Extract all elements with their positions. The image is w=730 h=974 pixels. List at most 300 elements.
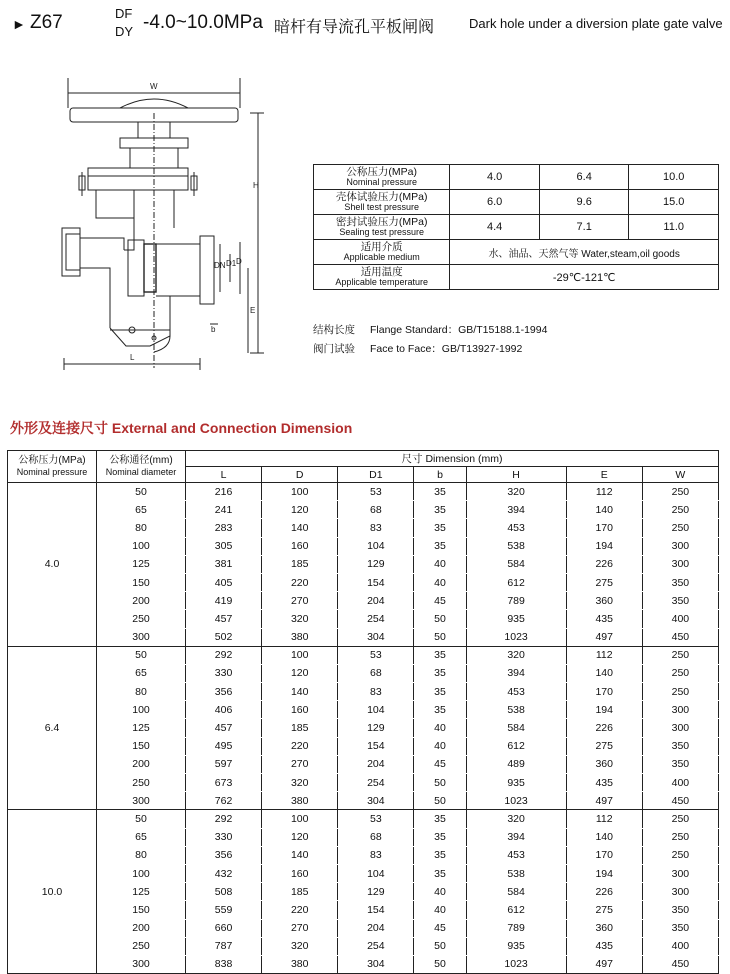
diameter-cell: 65	[97, 501, 186, 519]
dimension-cell: 381	[186, 555, 262, 573]
dimension-cell: 254	[338, 937, 414, 955]
table-row	[8, 555, 719, 573]
dimension-cell: 35	[414, 828, 466, 846]
diameter-cell: 65	[97, 664, 186, 682]
dimension-cell: 320	[262, 937, 338, 955]
header-en: Nominal diameter	[105, 467, 177, 477]
dimension-cell: 140	[566, 501, 642, 519]
diameter-cell: 250	[97, 610, 186, 628]
dimension-cell: 204	[338, 592, 414, 610]
spec-value: -29℃-121℃	[450, 265, 719, 290]
dim-label-d1: D1	[226, 259, 237, 268]
dim-label-e: E	[250, 306, 256, 315]
dimension-cell: 35	[414, 537, 466, 555]
table-row	[8, 664, 719, 682]
spec-value: 4.0	[450, 165, 540, 190]
dimension-cell: 160	[262, 864, 338, 882]
dimension-cell: 140	[262, 846, 338, 864]
dimension-cell: 350	[642, 573, 718, 591]
diameter-cell: 300	[97, 792, 186, 810]
spec-value: 水、油品、天然气等 Water,steam,oil goods	[450, 240, 719, 265]
dimension-cell: 40	[414, 901, 466, 919]
dimension-cell: 204	[338, 919, 414, 937]
dimension-cell: 241	[186, 501, 262, 519]
spec-label-en: Sealing test pressure	[339, 227, 424, 237]
dimension-cell: 112	[566, 646, 642, 664]
dimension-table	[7, 450, 719, 974]
table-row	[8, 901, 719, 919]
dimension-cell: 380	[262, 955, 338, 973]
table-row	[8, 846, 719, 864]
diameter-cell: 150	[97, 901, 186, 919]
dimension-cell: 120	[262, 828, 338, 846]
dimension-cell: 304	[338, 955, 414, 973]
dimension-cell: 220	[262, 573, 338, 591]
dimension-cell: 104	[338, 701, 414, 719]
pressure-cell: 10.0	[8, 810, 97, 974]
dimension-cell: 457	[186, 610, 262, 628]
dimension-cell: 453	[466, 683, 566, 701]
col-header-h: H	[466, 467, 566, 483]
table-row	[8, 592, 719, 610]
dimension-cell: 112	[566, 483, 642, 501]
diameter-cell: 300	[97, 628, 186, 646]
spec-label	[314, 240, 450, 265]
dimension-cell: 120	[262, 501, 338, 519]
dimension-cell: 226	[566, 883, 642, 901]
col-header-e: E	[566, 467, 642, 483]
diameter-cell: 80	[97, 519, 186, 537]
triangle-bullet-icon: ►	[12, 16, 26, 32]
spec-value: 7.1	[539, 215, 629, 240]
dimension-cell: 160	[262, 537, 338, 555]
dimension-cell: 250	[642, 828, 718, 846]
dim-label-d: D	[236, 257, 242, 266]
dimension-cell: 305	[186, 537, 262, 555]
dimension-cell: 559	[186, 901, 262, 919]
diameter-cell: 65	[97, 828, 186, 846]
dimension-cell: 270	[262, 755, 338, 773]
dimension-cell: 204	[338, 755, 414, 773]
dimension-cell: 489	[466, 755, 566, 773]
dimension-cell: 300	[642, 719, 718, 737]
spec-row	[314, 240, 719, 265]
dimension-cell: 935	[466, 610, 566, 628]
spec-table	[313, 164, 719, 290]
dimension-cell: 170	[566, 683, 642, 701]
dimension-cell: 495	[186, 737, 262, 755]
dimension-cell: 320	[262, 774, 338, 792]
diameter-cell: 125	[97, 719, 186, 737]
col-header-b: b	[414, 467, 466, 483]
dimension-cell: 320	[466, 483, 566, 501]
header-en: Nominal pressure	[16, 467, 88, 477]
dimension-cell: 435	[566, 937, 642, 955]
dimension-cell: 406	[186, 701, 262, 719]
spec-label	[314, 265, 450, 290]
spec-label	[314, 190, 450, 215]
model-code: Z67	[30, 12, 63, 33]
col-header-diameter	[97, 451, 186, 483]
diameter-cell: 300	[97, 955, 186, 973]
dimension-cell: 275	[566, 737, 642, 755]
standard-label: 结构长度	[313, 324, 355, 336]
dimension-cell: 40	[414, 719, 466, 737]
standards	[313, 321, 547, 359]
col-header-dimension: 尺寸 Dimension (mm)	[186, 451, 719, 467]
dimension-cell: 394	[466, 828, 566, 846]
dimension-cell: 330	[186, 664, 262, 682]
dimension-cell: 435	[566, 774, 642, 792]
table-row	[8, 519, 719, 537]
dimension-cell: 254	[338, 610, 414, 628]
diameter-cell: 200	[97, 919, 186, 937]
dimension-cell: 185	[262, 719, 338, 737]
spec-value: 6.0	[450, 190, 540, 215]
pressure-cell: 4.0	[8, 483, 97, 647]
spec-label-cn: 公称压力(MPa)	[346, 166, 417, 178]
page-title	[12, 6, 730, 42]
dimension-cell: 250	[642, 501, 718, 519]
dimension-cell: 432	[186, 864, 262, 882]
dimension-cell: 405	[186, 573, 262, 591]
dimension-cell: 453	[466, 846, 566, 864]
dimension-cell: 538	[466, 701, 566, 719]
spec-row	[314, 215, 719, 240]
standard-label: 阀门试验	[313, 343, 355, 355]
dimension-cell: 35	[414, 864, 466, 882]
table-row	[8, 646, 719, 664]
diameter-cell: 50	[97, 810, 186, 828]
spec-value: 15.0	[629, 190, 719, 215]
dimension-cell: 40	[414, 555, 466, 573]
dimension-cell: 612	[466, 573, 566, 591]
dimension-cell: 394	[466, 501, 566, 519]
dimension-cell: 762	[186, 792, 262, 810]
title-english: Dark hole under a diversion plate gate valve	[469, 16, 723, 31]
model-subscript: DY	[115, 24, 134, 39]
table-row	[8, 628, 719, 646]
dimension-cell: 453	[466, 519, 566, 537]
spec-label-en: Applicable temperature	[335, 277, 428, 287]
spec-label-cn: 壳体试验压力(MPa)	[335, 191, 428, 203]
dimension-cell: 300	[642, 701, 718, 719]
dimension-cell: 160	[262, 701, 338, 719]
dimension-cell: 185	[262, 883, 338, 901]
dimension-cell: 304	[338, 628, 414, 646]
spec-label-en: Shell test pressure	[344, 202, 419, 212]
dimension-cell: 68	[338, 828, 414, 846]
dimension-cell: 45	[414, 592, 466, 610]
table-row	[8, 483, 719, 501]
dimension-cell: 35	[414, 646, 466, 664]
dimension-cell: 320	[466, 810, 566, 828]
title-chinese: 暗杆有导流孔平板闸阀	[274, 19, 435, 36]
dimension-cell: 660	[186, 919, 262, 937]
spec-label-cn: 适用介质	[360, 241, 403, 253]
dimension-cell: 497	[566, 955, 642, 973]
spec-label	[314, 215, 450, 240]
standard-row	[313, 340, 547, 359]
diameter-cell: 50	[97, 483, 186, 501]
dimension-cell: 170	[566, 846, 642, 864]
dimension-cell: 83	[338, 683, 414, 701]
table-row	[8, 864, 719, 882]
table-row	[8, 501, 719, 519]
dimension-cell: 350	[642, 737, 718, 755]
dimension-cell: 584	[466, 883, 566, 901]
table-row	[8, 883, 719, 901]
dimension-cell: 935	[466, 937, 566, 955]
diameter-cell: 100	[97, 701, 186, 719]
header-row	[8, 451, 719, 467]
dimension-cell: 129	[338, 883, 414, 901]
dimension-cell: 140	[566, 828, 642, 846]
col-header-w: W	[642, 467, 718, 483]
dimension-cell: 154	[338, 737, 414, 755]
dimension-cell: 250	[642, 483, 718, 501]
dimension-cell: 250	[642, 846, 718, 864]
diameter-cell: 150	[97, 573, 186, 591]
dimension-cell: 154	[338, 573, 414, 591]
dimension-cell: 194	[566, 864, 642, 882]
dimension-cell: 68	[338, 664, 414, 682]
dimension-cell: 789	[466, 592, 566, 610]
diameter-cell: 200	[97, 592, 186, 610]
dimension-cell: 50	[414, 610, 466, 628]
dimension-cell: 394	[466, 664, 566, 682]
standard-text: Face to Face：GB/T13927-1992	[370, 343, 523, 355]
dimension-cell: 112	[566, 810, 642, 828]
dimension-cell: 83	[338, 519, 414, 537]
dimension-cell: 50	[414, 792, 466, 810]
dimension-cell: 275	[566, 573, 642, 591]
dimension-cell: 254	[338, 774, 414, 792]
dimension-cell: 300	[642, 864, 718, 882]
table-row	[8, 919, 719, 937]
dimension-cell: 129	[338, 555, 414, 573]
dimension-cell: 154	[338, 901, 414, 919]
spec-label	[314, 165, 450, 190]
col-header-d: D	[262, 467, 338, 483]
dimension-cell: 584	[466, 555, 566, 573]
dimension-cell: 129	[338, 719, 414, 737]
dimension-cell: 40	[414, 573, 466, 591]
dimension-cell: 220	[262, 901, 338, 919]
dimension-cell: 612	[466, 901, 566, 919]
dimension-cell: 120	[262, 664, 338, 682]
dimension-cell: 170	[566, 519, 642, 537]
dimension-cell: 250	[642, 646, 718, 664]
dimension-cell: 270	[262, 592, 338, 610]
table-row	[8, 955, 719, 973]
dimension-cell: 35	[414, 664, 466, 682]
dimension-cell: 100	[262, 810, 338, 828]
dimension-cell: 35	[414, 810, 466, 828]
dimension-cell: 140	[262, 683, 338, 701]
diameter-cell: 50	[97, 646, 186, 664]
diameter-cell: 200	[97, 755, 186, 773]
dimension-cell: 380	[262, 628, 338, 646]
dimension-cell: 35	[414, 701, 466, 719]
dimension-cell: 502	[186, 628, 262, 646]
dimension-cell: 50	[414, 774, 466, 792]
dimension-cell: 320	[262, 610, 338, 628]
dimension-cell: 356	[186, 846, 262, 864]
dimension-cell: 83	[338, 846, 414, 864]
spec-label-en: Nominal pressure	[346, 177, 417, 187]
dimension-cell: 292	[186, 810, 262, 828]
standard-text: Flange Standard：GB/T15188.1-1994	[370, 324, 548, 336]
dimension-cell: 457	[186, 719, 262, 737]
dimension-cell: 508	[186, 883, 262, 901]
dimension-cell: 935	[466, 774, 566, 792]
dimension-cell: 250	[642, 810, 718, 828]
table-row	[8, 737, 719, 755]
section-title: 外形及连接尺寸 External and Connection Dimension	[10, 420, 353, 436]
diameter-cell: 250	[97, 937, 186, 955]
dimension-cell: 673	[186, 774, 262, 792]
model-superscript: DF	[115, 6, 133, 21]
spec-value: 11.0	[629, 215, 719, 240]
dimension-cell: 300	[642, 883, 718, 901]
dimension-cell: 350	[642, 901, 718, 919]
dimension-cell: 50	[414, 937, 466, 955]
dim-label-dn: DN	[214, 261, 226, 270]
spec-value: 6.4	[539, 165, 629, 190]
dimension-cell: 789	[466, 919, 566, 937]
dimension-cell: 360	[566, 755, 642, 773]
dimension-cell: 220	[262, 737, 338, 755]
spec-value: 10.0	[629, 165, 719, 190]
dimension-cell: 283	[186, 519, 262, 537]
dimension-cell: 216	[186, 483, 262, 501]
table-row	[8, 774, 719, 792]
dimension-cell: 350	[642, 919, 718, 937]
dimension-cell: 400	[642, 937, 718, 955]
dimension-cell: 320	[466, 646, 566, 664]
spec-label-cn: 适用温度	[360, 266, 403, 278]
dimension-cell: 35	[414, 483, 466, 501]
dimension-cell: 356	[186, 683, 262, 701]
spec-value: 4.4	[450, 215, 540, 240]
dimension-cell: 419	[186, 592, 262, 610]
col-header-l: L	[186, 467, 262, 483]
dimension-cell: 35	[414, 683, 466, 701]
dimension-cell: 450	[642, 955, 718, 973]
dimension-cell: 45	[414, 919, 466, 937]
dimension-cell: 40	[414, 737, 466, 755]
spec-row	[314, 265, 719, 290]
dimension-cell: 538	[466, 864, 566, 882]
dimension-cell: 400	[642, 610, 718, 628]
spec-label-en: Applicable medium	[343, 252, 420, 262]
header-cn: 公称压力(MPa)	[18, 455, 86, 466]
dimension-cell: 787	[186, 937, 262, 955]
dimension-cell: 50	[414, 628, 466, 646]
spec-label-cn: 密封试验压力(MPa)	[335, 216, 428, 228]
dimension-cell: 1023	[466, 955, 566, 973]
col-header-pressure	[8, 451, 97, 483]
table-row	[8, 719, 719, 737]
dimension-cell: 400	[642, 774, 718, 792]
dimension-cell: 330	[186, 828, 262, 846]
dimension-cell: 380	[262, 792, 338, 810]
table-row	[8, 701, 719, 719]
diameter-cell: 80	[97, 846, 186, 864]
dimension-cell: 350	[642, 755, 718, 773]
dimension-cell: 53	[338, 810, 414, 828]
standard-row	[313, 321, 547, 340]
dimension-cell: 1023	[466, 628, 566, 646]
spec-value: 9.6	[539, 190, 629, 215]
dimension-cell: 300	[642, 555, 718, 573]
table-row	[8, 828, 719, 846]
dimension-cell: 538	[466, 537, 566, 555]
table-row	[8, 792, 719, 810]
dim-label-b: b	[211, 325, 216, 334]
col-header-d1: D1	[338, 467, 414, 483]
pressure-cell: 6.4	[8, 646, 97, 810]
dimension-cell: 50	[414, 955, 466, 973]
table-row	[8, 683, 719, 701]
dimension-cell: 185	[262, 555, 338, 573]
dimension-cell: 250	[642, 683, 718, 701]
dimension-cell: 597	[186, 755, 262, 773]
dimension-cell: 350	[642, 592, 718, 610]
dimension-cell: 304	[338, 792, 414, 810]
pressure-range: -4.0~10.0MPa	[143, 12, 263, 33]
dimension-cell: 270	[262, 919, 338, 937]
dimension-cell: 140	[566, 664, 642, 682]
dimension-cell: 612	[466, 737, 566, 755]
diameter-cell: 125	[97, 555, 186, 573]
dimension-cell: 104	[338, 537, 414, 555]
dimension-cell: 250	[642, 519, 718, 537]
dimension-cell: 53	[338, 483, 414, 501]
dimension-cell: 45	[414, 755, 466, 773]
dimension-cell: 100	[262, 483, 338, 501]
dimension-cell: 300	[642, 537, 718, 555]
dimension-cell: 450	[642, 628, 718, 646]
table-row	[8, 937, 719, 955]
diameter-cell: 150	[97, 737, 186, 755]
dimension-cell: 250	[642, 664, 718, 682]
dimension-cell: 53	[338, 646, 414, 664]
dimension-cell: 104	[338, 864, 414, 882]
header-cn: 公称通径(mm)	[109, 455, 173, 466]
dimension-cell: 838	[186, 955, 262, 973]
diameter-cell: 100	[97, 864, 186, 882]
dimension-cell: 275	[566, 901, 642, 919]
dimension-cell: 194	[566, 701, 642, 719]
table-row	[8, 537, 719, 555]
table-row	[8, 755, 719, 773]
dimension-cell: 35	[414, 519, 466, 537]
dimension-cell: 100	[262, 646, 338, 664]
dimension-cell: 226	[566, 719, 642, 737]
dimension-cell: 1023	[466, 792, 566, 810]
dimension-cell: 35	[414, 501, 466, 519]
diameter-cell: 125	[97, 883, 186, 901]
dimension-cell: 450	[642, 792, 718, 810]
diameter-cell: 250	[97, 774, 186, 792]
dimension-cell: 292	[186, 646, 262, 664]
valve-drawing	[50, 68, 300, 378]
spec-row	[314, 190, 719, 215]
dimension-cell: 435	[566, 610, 642, 628]
dimension-cell: 360	[566, 592, 642, 610]
